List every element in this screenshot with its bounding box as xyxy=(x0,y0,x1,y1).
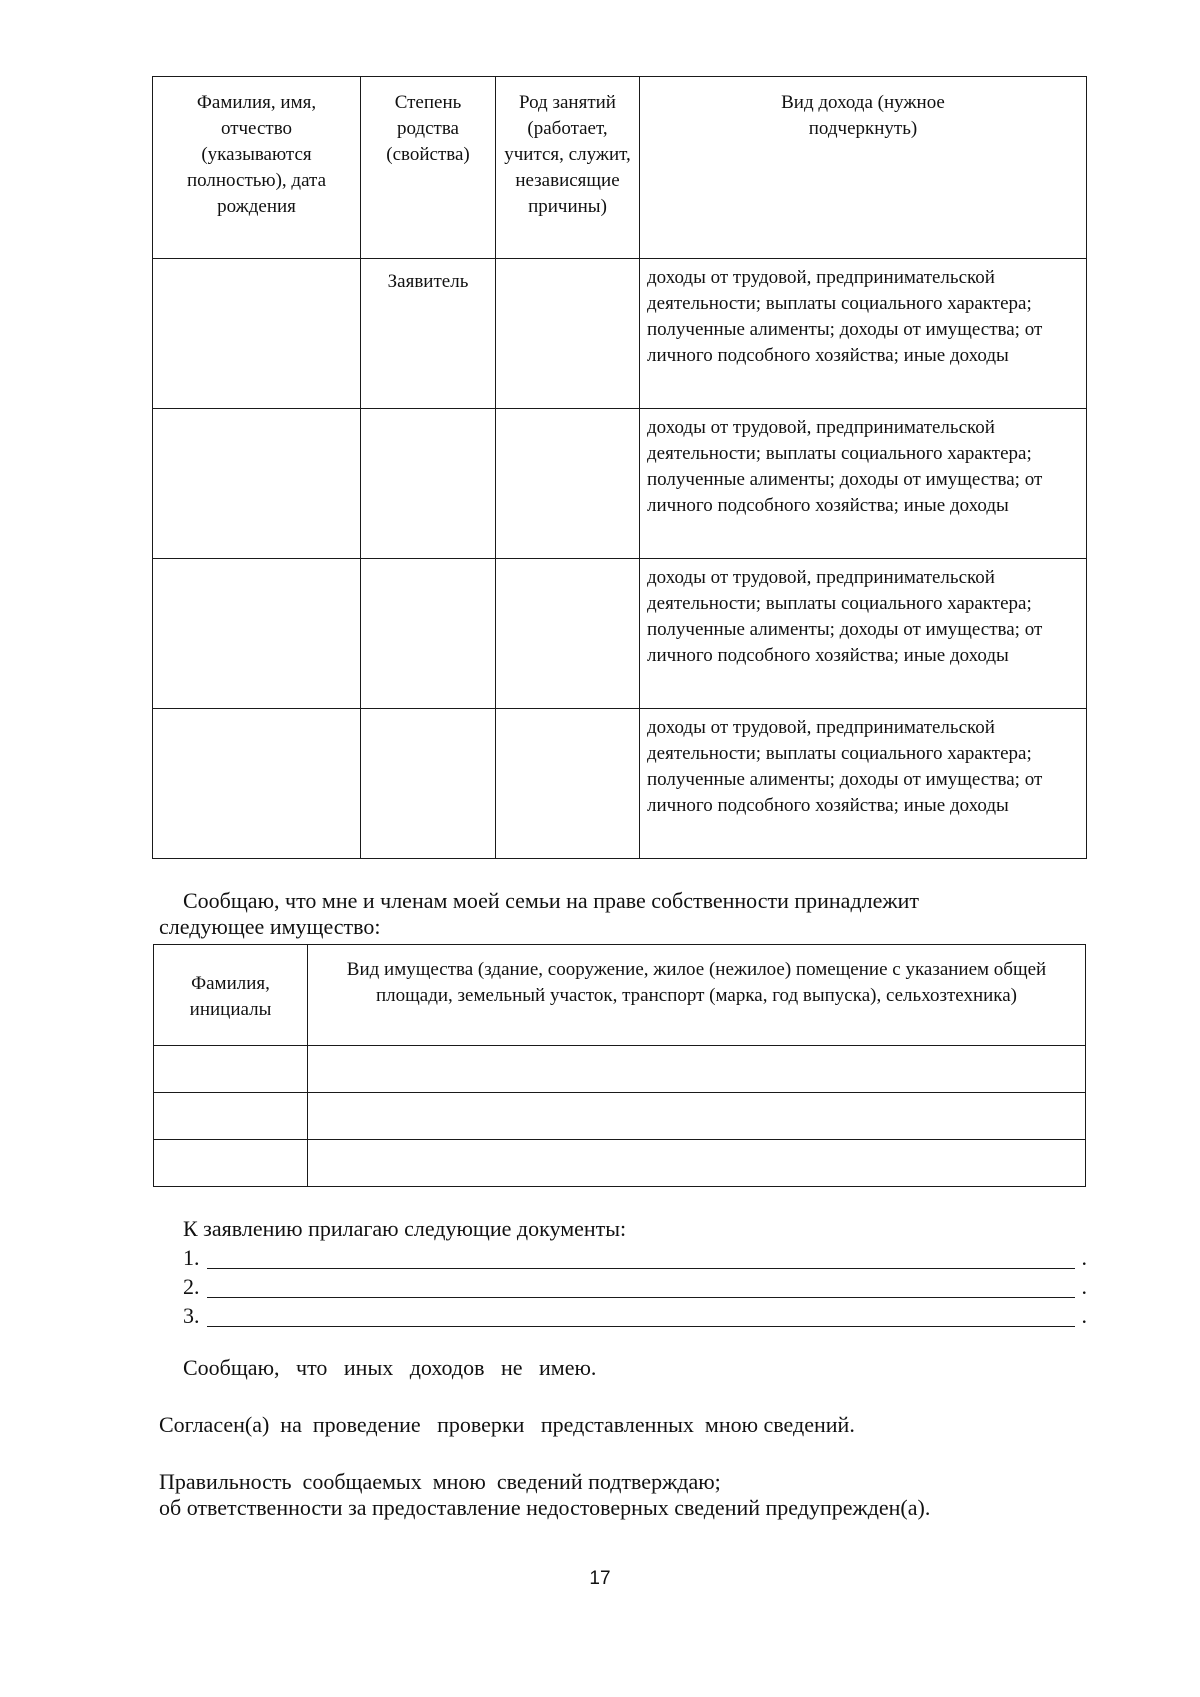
document-blank[interactable] xyxy=(207,1297,1075,1298)
page-number: 17 xyxy=(589,1568,611,1589)
income-type-cell[interactable]: доходы от трудовой, предпринимательской деятельности; выплаты социального характера; полученные алименты; доходы от имущества; от личного подсобного хозяйства; иные доходы xyxy=(640,709,1087,859)
table-row xyxy=(153,709,1087,859)
header-occupation: Род занятий (работает, учится, служит, независящие причины) xyxy=(496,77,640,259)
property-table-header-row xyxy=(154,945,1086,1046)
table-row xyxy=(153,259,1087,409)
consent-statement: Согласен(а) на проведение проверки представленных мною сведений. xyxy=(159,1412,855,1437)
header-property-type: Вид имущества (здание, сооружение, жилое (нежилое) помещение с указанием общей площади, земельный участок, транспорт (марка, год выпуска), сельхозтехника) xyxy=(308,945,1086,1046)
income-type-cell[interactable]: доходы от трудовой, предпринимательской деятельности; выплаты социального характера; полученные алименты; доходы от имущества; от личного подсобного хозяйства; иные доходы xyxy=(640,559,1087,709)
owner-cell[interactable] xyxy=(154,1093,308,1140)
property-cell[interactable] xyxy=(308,1046,1086,1093)
relation-cell[interactable] xyxy=(361,709,496,859)
header-surname-initials: Фамилия, инициалы xyxy=(154,945,308,1046)
document-end-dot: . xyxy=(1081,1303,1087,1328)
owner-cell[interactable] xyxy=(154,1046,308,1093)
table-row xyxy=(154,1140,1086,1187)
income-type-cell[interactable]: доходы от трудовой, предпринимательской деятельности; выплаты социального характера; полученные алименты; доходы от имущества; от личного подсобного хозяйства; иные доходы xyxy=(640,259,1087,409)
document-line-1[interactable] xyxy=(183,1245,1089,1275)
document-line-2[interactable] xyxy=(183,1274,1089,1304)
header-income-type: Вид дохода (нужное подчеркнуть) xyxy=(640,77,1087,259)
income-type-cell[interactable]: доходы от трудовой, предпринимательской деятельности; выплаты социального характера; полученные алименты; доходы от имущества; от личного подсобного хозяйства; иные доходы xyxy=(640,409,1087,559)
owner-cell[interactable] xyxy=(154,1140,308,1187)
table-row xyxy=(154,1093,1086,1140)
income-table-header-row xyxy=(153,77,1087,259)
header-relation: Степень родства (свойства) xyxy=(361,77,496,259)
document-blank[interactable] xyxy=(207,1326,1075,1327)
occupation-cell[interactable] xyxy=(496,709,640,859)
table-row xyxy=(153,559,1087,709)
document-number: 3. xyxy=(183,1303,200,1328)
name-cell[interactable] xyxy=(153,409,361,559)
occupation-cell[interactable] xyxy=(496,259,640,409)
document-end-dot: . xyxy=(1081,1245,1087,1270)
property-cell[interactable] xyxy=(308,1093,1086,1140)
table-row xyxy=(154,1046,1086,1093)
relation-cell[interactable] xyxy=(361,409,496,559)
table-row xyxy=(153,409,1087,559)
document-number: 2. xyxy=(183,1274,200,1299)
document-end-dot: . xyxy=(1081,1274,1087,1299)
documents-intro: К заявлению прилагаю следующие документы: xyxy=(183,1216,627,1241)
confirmation-line-1: Правильность сообщаемых мною сведений подтверждаю; xyxy=(159,1469,721,1494)
relation-cell: Заявитель xyxy=(361,259,496,409)
property-intro-line2: следующее имущество: xyxy=(159,914,381,939)
confirmation-line-2: об ответственности за предоставление недостоверных сведений предупрежден(а). xyxy=(159,1495,931,1520)
name-cell[interactable] xyxy=(153,259,361,409)
header-name: Фамилия, имя, отчество (указываются полностью), дата рождения xyxy=(153,77,361,259)
relation-cell[interactable] xyxy=(361,559,496,709)
property-intro-line1: Сообщаю, что мне и членам моей семьи на праве собственности принадлежит xyxy=(183,888,919,913)
document-blank[interactable] xyxy=(207,1268,1075,1269)
income-table xyxy=(152,76,1087,859)
no-other-income-statement: Сообщаю, что иных доходов не имею. xyxy=(183,1355,597,1380)
document-line-3[interactable] xyxy=(183,1303,1089,1333)
occupation-cell[interactable] xyxy=(496,409,640,559)
name-cell[interactable] xyxy=(153,709,361,859)
document-number: 1. xyxy=(183,1245,200,1270)
property-cell[interactable] xyxy=(308,1140,1086,1187)
name-cell[interactable] xyxy=(153,559,361,709)
property-table xyxy=(153,944,1086,1187)
occupation-cell[interactable] xyxy=(496,559,640,709)
